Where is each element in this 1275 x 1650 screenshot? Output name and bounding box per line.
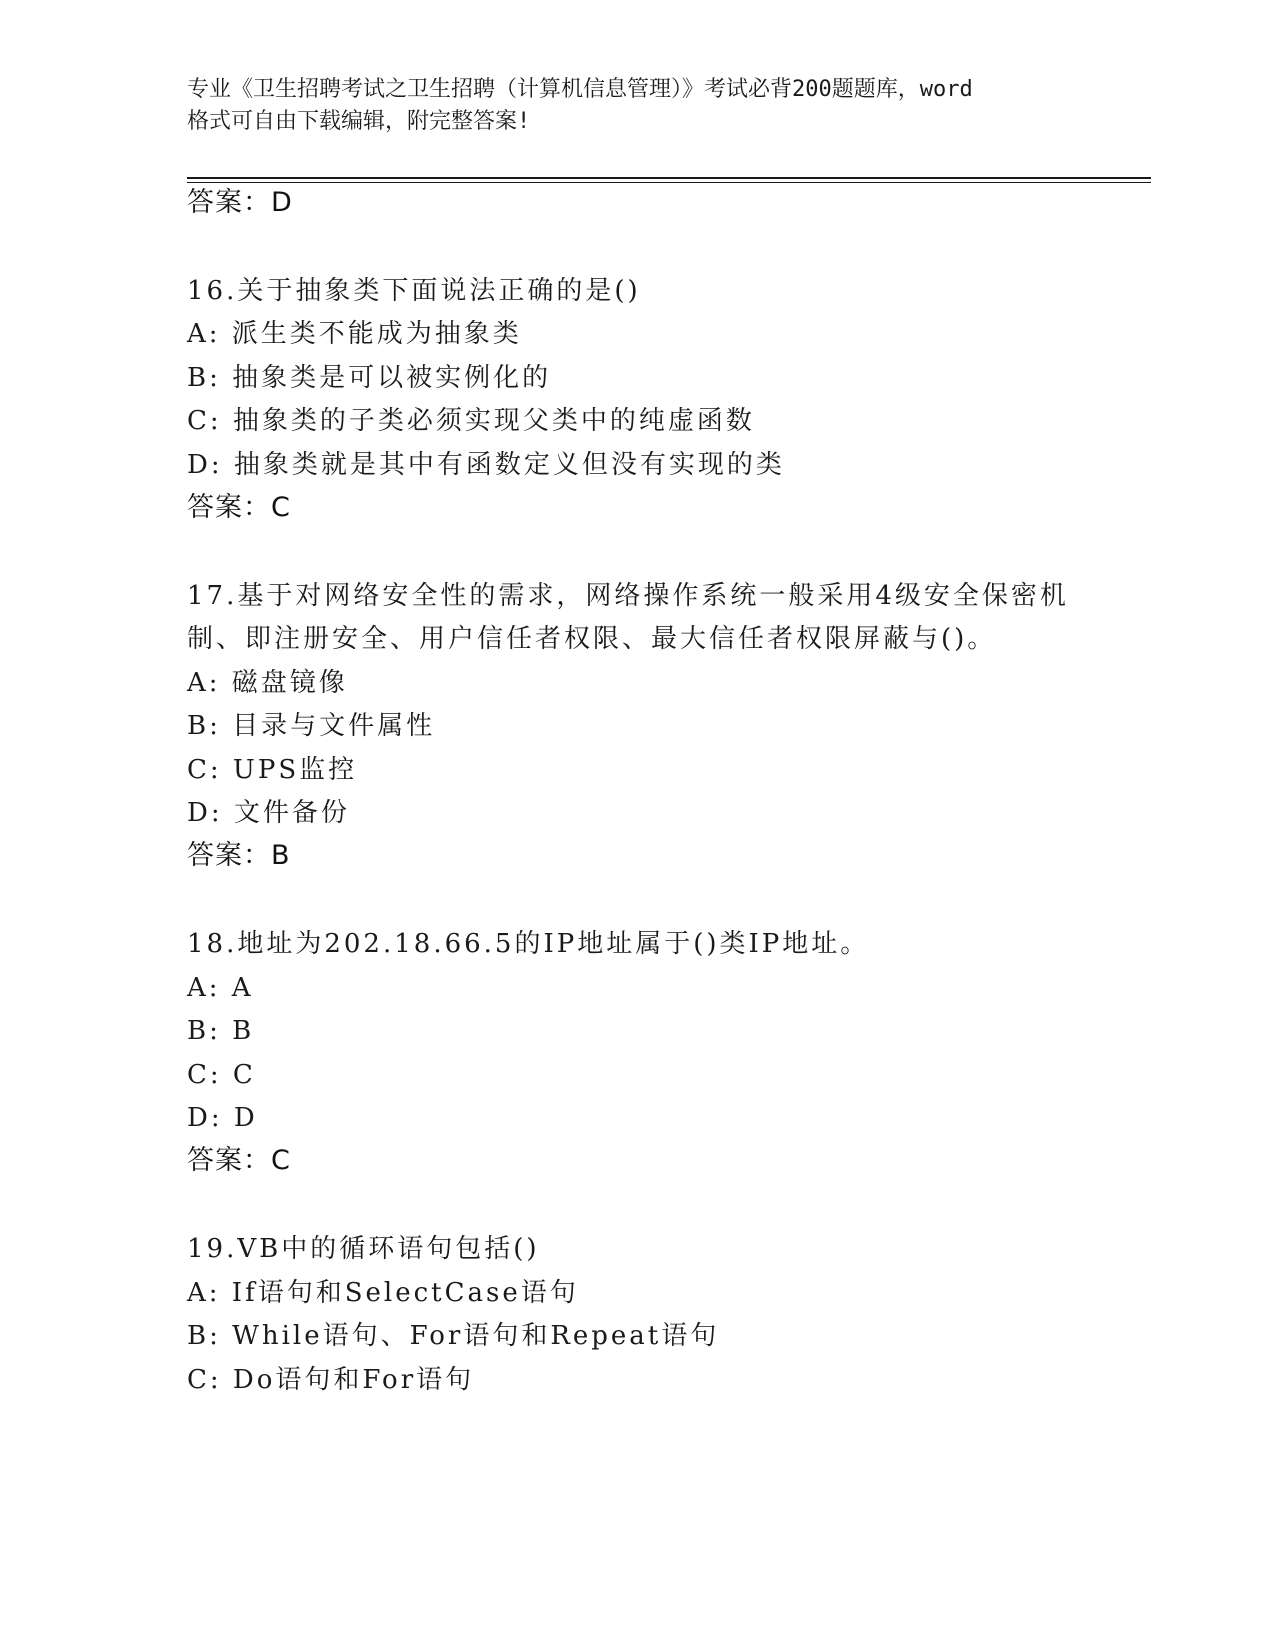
question-16-option-a: A: 派生类不能成为抽象类 <box>187 319 522 349</box>
question-17-stem-line-1: 17.基于对网络安全性的需求，网络操作系统一般采用4级安全保密机 <box>187 581 1069 611</box>
question-17-stem-line-2: 制、即注册安全、用户信任者权限、最大信任者权限屏蔽与()。 <box>187 624 997 654</box>
question-16-answer: 答案：C <box>187 492 291 523</box>
header-divider-thick <box>187 177 1151 179</box>
answer-line: 答案：D <box>187 187 293 218</box>
question-17-option-a: A: 磁盘镜像 <box>187 668 348 698</box>
question-16-stem: 16.关于抽象类下面说法正确的是() <box>187 276 641 306</box>
question-18-option-d: D: D <box>187 1103 258 1133</box>
header-line-1: 专业《卫生招聘考试之卫生招聘（计算机信息管理）》考试必背200题题库，word <box>187 77 973 102</box>
question-19-option-a: A: If语句和SelectCase语句 <box>187 1278 579 1308</box>
question-19-stem: 19.VB中的循环语句包括() <box>187 1234 540 1264</box>
header-line-2: 格式可自由下载编辑，附完整答案! <box>187 109 531 134</box>
document-header <box>187 74 1107 138</box>
question-17-option-b: B: 目录与文件属性 <box>187 711 436 741</box>
question-19-option-c: C: Do语句和For语句 <box>187 1365 475 1395</box>
question-18-option-a: A: A <box>187 973 254 1003</box>
question-17-option-d: D: 文件备份 <box>187 798 350 828</box>
question-18-stem: 18.地址为202.18.66.5的IP地址属于()类IP地址。 <box>187 929 870 959</box>
question-16-option-b: B: 抽象类是可以被实例化的 <box>187 363 552 393</box>
question-18-option-b: B: B <box>187 1016 255 1046</box>
question-17-option-c: C: UPS监控 <box>187 755 358 785</box>
question-16-option-d: D: 抽象类就是其中有函数定义但没有实现的类 <box>187 450 785 480</box>
question-16-option-c: C: 抽象类的子类必须实现父类中的纯虚函数 <box>187 406 755 436</box>
question-19-option-b: B: While语句、For语句和Repeat语句 <box>187 1321 720 1351</box>
question-18-answer: 答案：C <box>187 1145 291 1176</box>
header-divider-thin <box>187 182 1151 183</box>
question-17-answer: 答案：B <box>187 840 291 871</box>
question-18-option-c: C: C <box>187 1060 256 1090</box>
